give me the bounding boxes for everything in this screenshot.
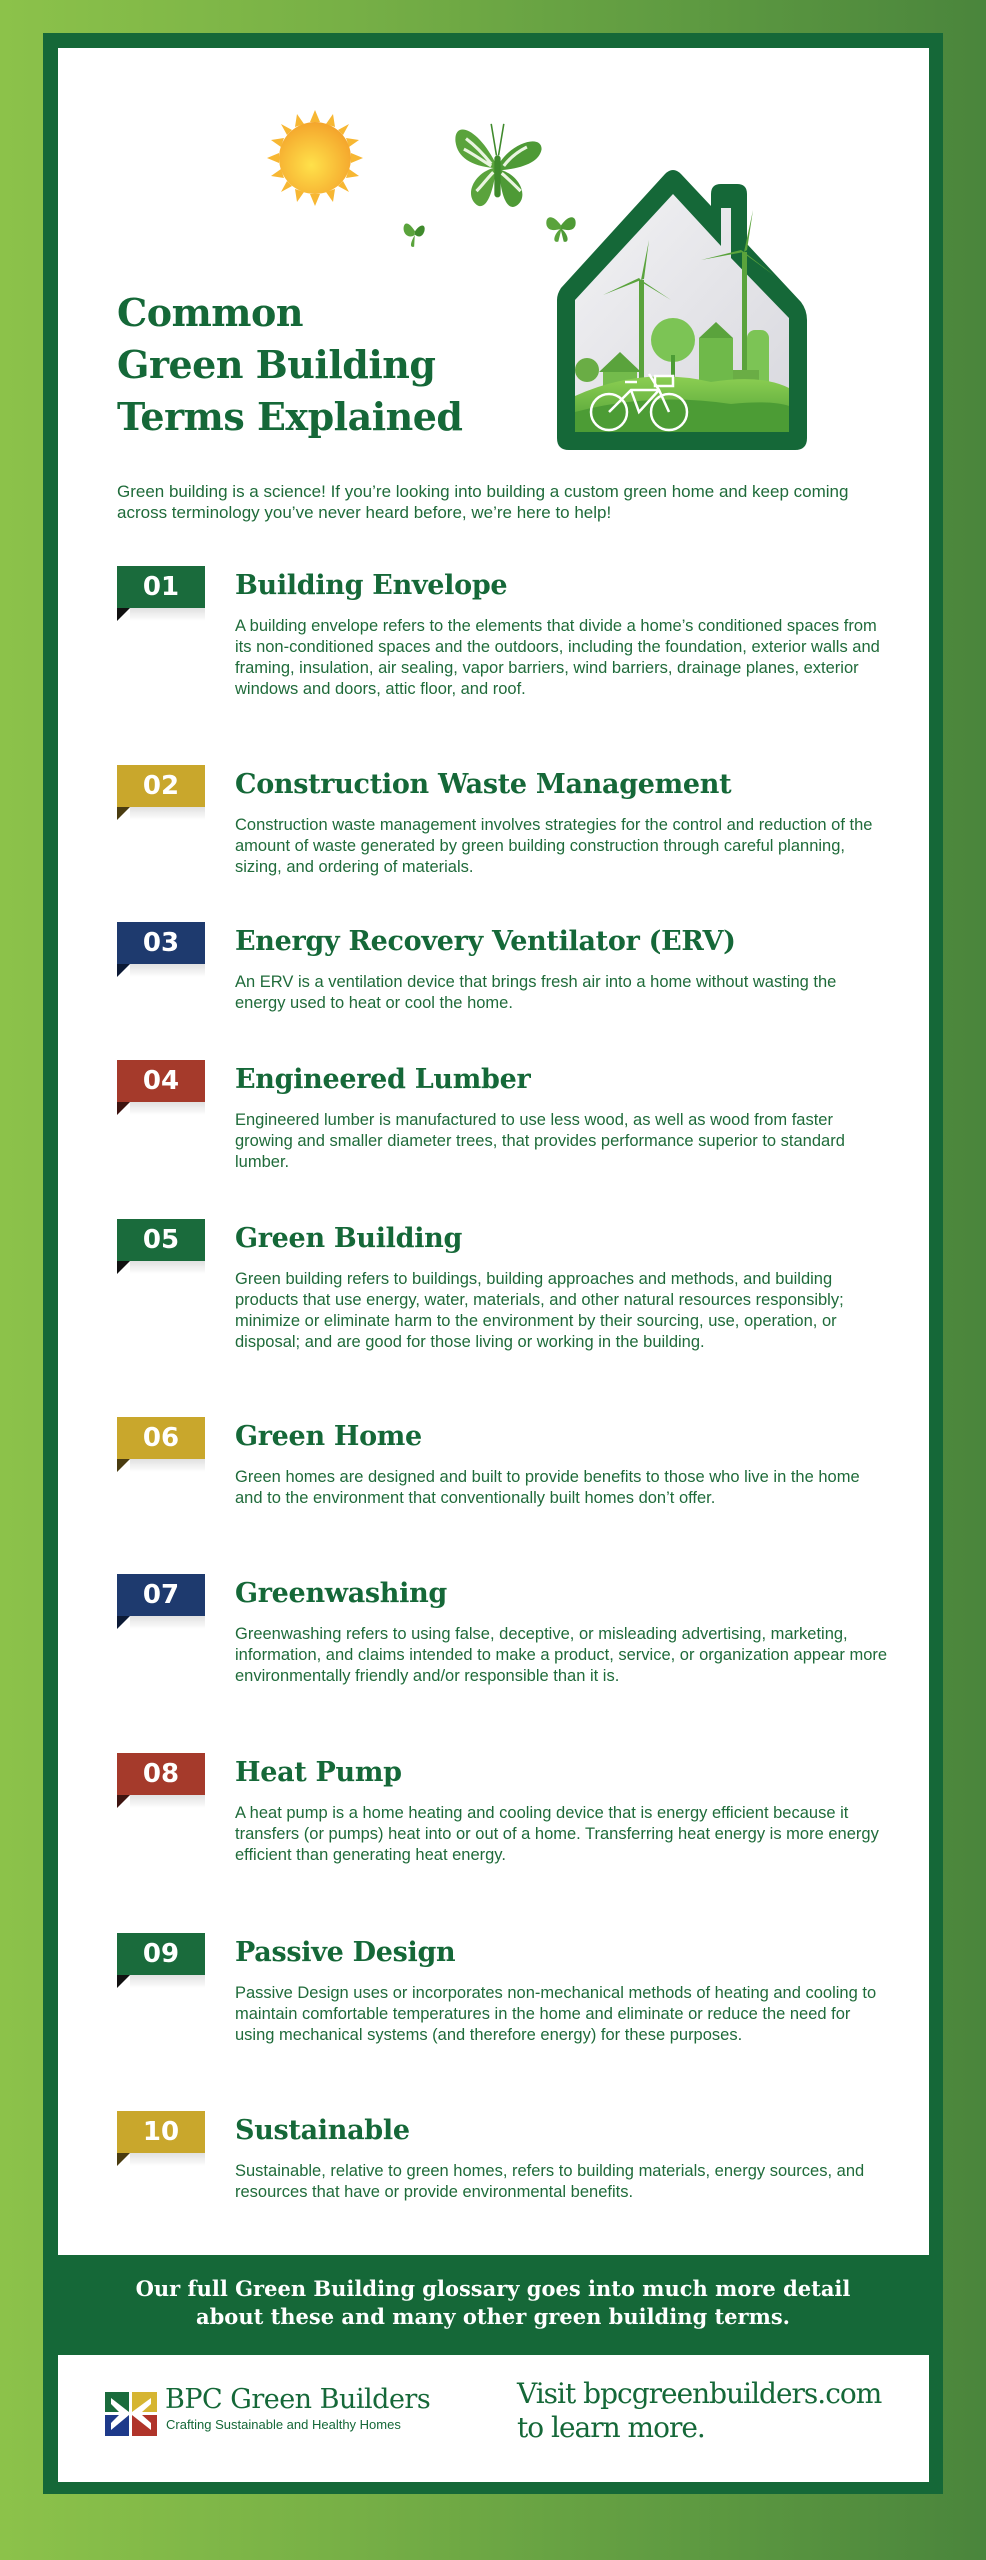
badge-fold [117,1261,130,1274]
intro-text: Green building is a science! If you’re looking into building a custom green home and keep coming across terminology you’ve never heard before, we’re here to help! [117,482,849,522]
badge-fold [117,1975,130,1988]
sun-icon [265,108,365,208]
eco-house-illustration [551,160,813,452]
infographic-frame [43,33,943,2494]
badge-fold [117,807,130,820]
badge-shadow [130,964,205,977]
badge-shadow [130,2153,205,2166]
title-line: Terms Explained [117,394,463,439]
term-title: Heat Pump [235,1757,402,1788]
number-badge: 05 [117,1219,205,1261]
title-line: Green Building [117,342,436,387]
term-title: Passive Design [235,1937,456,1968]
term-description: Greenwashing refers to using false, deceptive, or misleading advertising, marketing, information, and claims intended to make a product, service, or organization appear more environmentally friendly and/or responsible than it is. [235,1625,888,1685]
badge-fold [117,1616,130,1629]
number-badge: 08 [117,1753,205,1795]
term-title: Engineered Lumber [235,1064,531,1095]
visit-line: to learn more. [517,2411,705,2444]
term-description: A building envelope refers to the elements that divide a home’s conditioned spaces from its non-conditioned spaces and the outdoors, including the foundation, exterior walls and framing, insulation, air sealing, vapor barriers, wind barriers, drainage planes, exterior windows and doors, attic floor, and roof. [235,617,880,698]
badge-shadow [130,1795,205,1808]
term-description: Green building refers to buildings, building approaches and methods, and building products that use energy, water, materials, and other natural resources responsibly; minimize or eliminate harm to the environment by their sourcing, use, operation, or disposal; and are good for those living or working in the building. [235,1270,844,1351]
term-description: Passive Design uses or incorporates non-mechanical methods of heating and cooling to maintain comfortable temperatures in the home and eliminate or reduce the need for using mechanical systems (and therefore energy) for these purposes. [235,1984,877,2044]
badge-shadow [130,608,205,621]
number-badge: 06 [117,1417,205,1459]
number-badge: 09 [117,1933,205,1975]
visit-line[interactable]: Visit bpcgreenbuilders.com [517,2377,882,2410]
brand-tagline: Crafting Sustainable and Healthy Homes [166,2417,401,2432]
badge-shadow [130,807,205,820]
term-description: Engineered lumber is manufactured to use less wood, as well as wood from faster growing and smaller diameter trees, that provides performance superior to standard lumber. [235,1111,845,1171]
glossary-cta [43,2255,943,2355]
number-badge: 03 [117,922,205,964]
number-badge: 10 [117,2111,205,2153]
term-description: An ERV is a ventilation device that brings fresh air into a home without wasting the energy used to heat or cool the home. [235,973,837,1012]
term-description: Green homes are designed and built to provide benefits to those who live in the home and to the environment that conventionally built homes don’t offer. [235,1468,860,1507]
term-description: Sustainable, relative to green homes, refers to building materials, energy sources, and resources that have or provide environmental benefits. [235,2162,865,2201]
badge-shadow [130,1975,205,1988]
number-badge: 02 [117,765,205,807]
number-badge: 07 [117,1574,205,1616]
term-title: Sustainable [235,2115,410,2146]
title-line: Common [117,290,303,335]
footer-panel [58,2355,929,2482]
term-description: Construction waste management involves strategies for the control and reduction of the amount of waste generated by green building construction through careful planning, sizing, and ordering of materials. [235,816,873,876]
term-title: Green Home [235,1421,422,1452]
term-title: Building Envelope [235,570,508,601]
term-description: A heat pump is a home heating and cooling device that is energy efficient because it transfers (or pumps) heat into or out of a home. Transferring heat energy is more energy efficient than generating heat energy. [235,1804,879,1864]
butterfly-icon [445,113,550,223]
badge-shadow [130,1616,205,1629]
term-title: Greenwashing [235,1578,448,1609]
content-panel [58,48,929,2255]
badge-fold [117,964,130,977]
badge-fold [117,1795,130,1808]
brand-name: BPC Green Builders [165,2384,431,2415]
badge-fold [117,1459,130,1472]
badge-fold [117,2153,130,2166]
badge-fold [117,1102,130,1115]
badge-fold [117,608,130,621]
cta-line: Our full Green Building glossary goes into much more detail [135,2276,851,2301]
website-link[interactable] [517,2377,917,2445]
cta-line: about these and many other green building terms. [196,2304,790,2329]
number-badge: 01 [117,566,205,608]
badge-shadow [130,1102,205,1115]
badge-shadow [130,1261,205,1274]
badge-shadow [130,1459,205,1472]
bpc-logo-icon[interactable] [105,2392,157,2436]
page-title [117,287,463,443]
butterfly-icon [402,216,428,250]
term-title: Construction Waste Management [235,769,732,800]
number-badge: 04 [117,1060,205,1102]
term-title: Green Building [235,1223,463,1254]
term-title: Energy Recovery Ventilator (ERV) [235,926,736,957]
